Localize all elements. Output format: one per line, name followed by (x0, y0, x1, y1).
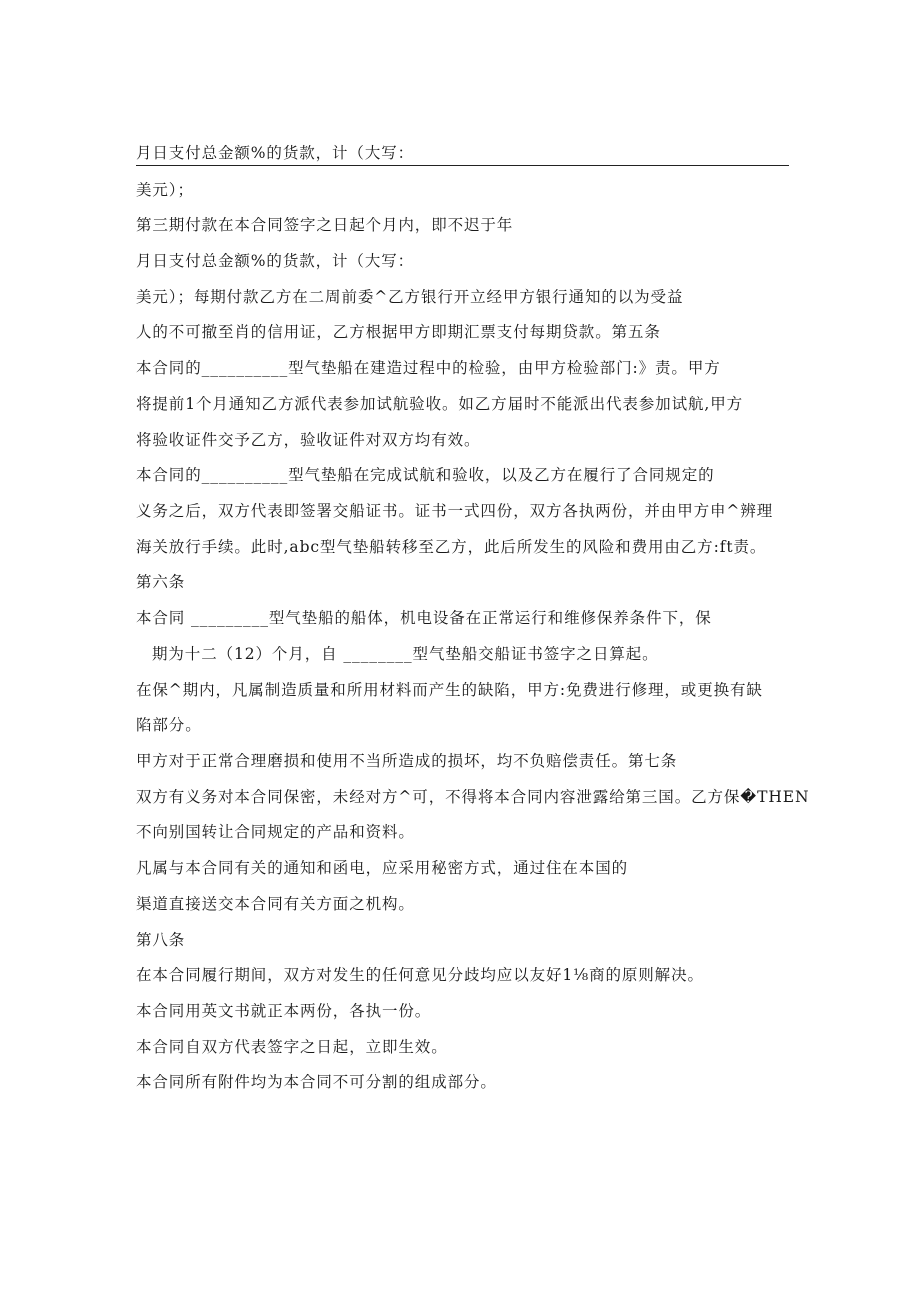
text-line: 本合同的__________型气垫船在完成试航和验收，以及乙方在履行了合同规定的 (136, 466, 715, 484)
text-line: 甲方对于正常合理磨损和使用不当所造成的损坏，均不负赔偿责任。第七条 (136, 752, 678, 770)
text-line: 本合同 _________型气垫船的船体，机电设备在正常运行和维修保养条件下，保 (136, 609, 712, 627)
text-line: 在本合同履行期间，双方对发生的任何意见分歧均应以友好1⅛商的原则解决。 (136, 966, 704, 984)
text-line: 凡属与本合同有关的通知和函电，应采用秘密方式，通过住在本国的 (136, 859, 629, 877)
article-heading: 第六条 (136, 573, 186, 591)
text-line: 义务之后，双方代表即签署交船证书。证书一式四份，双方各执两份，并由甲方申^辨理 (136, 502, 774, 520)
text-line: 月日支付总金额%的货款，计（大写： (136, 252, 415, 270)
text-line: 海关放行手续。此时,abc型气垫船转移至乙方，此后所发生的风险和费用由乙方:ft责。 (136, 538, 767, 556)
text-line: 第三期付款在本合同签字之日起个月内，即不迟于年 (136, 216, 514, 234)
text-line: 美元）； (136, 181, 194, 199)
article-heading: 第八条 (136, 931, 186, 949)
text-line: 人的不可撤至肖的信用证，乙方根据甲方即期汇票支付每期贷款。第五条 (136, 323, 661, 341)
fill-in-underline (136, 165, 789, 166)
text-line: 期为十二（12）个月，自 ________型气垫船交船证书签字之日算起。 (152, 645, 659, 663)
text-line: 将提前1个月通知乙方派代表参加试航验收。如乙方届时不能派出代表参加试航,甲方 (136, 395, 743, 413)
text-line: 本合同所有附件均为本合同不可分割的组成部分。 (136, 1073, 497, 1091)
text-line: 陷部分。 (136, 716, 202, 734)
text-line: 不向别国转让合同规定的产品和资料。 (136, 823, 415, 841)
text-line: 月日支付总金额%的货款，计（大写： (136, 144, 415, 162)
text-line: 本合同用英文书就正本两份，各执一份。 (136, 1002, 432, 1020)
text-line: 本合同自双方代表签字之日起，立即生效。 (136, 1038, 448, 1056)
text-line: 在保^期内，凡属制造质量和所用材料而产生的缺陷，甲方:免费进行修理，或更换有缺 (136, 681, 763, 699)
text-line: 美元）；每期付款乙方在二周前委^乙方银行开立经甲方银行通知的以为受益 (136, 288, 684, 306)
text-line: 将验收证件交予乙方，验收证件对双方均有效。 (136, 431, 481, 449)
text-line: 双方有义务对本合同保密，未经对方^可，不得将本合同内容泄露给第三国。乙方保�THEN (136, 788, 810, 806)
text-line: 渠道直接送交本合同有关方面之机构。 (136, 895, 415, 913)
text-line: 本合同的__________型气垫船在建造过程中的检验，由甲方检验部门:》责。甲方 (136, 359, 721, 377)
